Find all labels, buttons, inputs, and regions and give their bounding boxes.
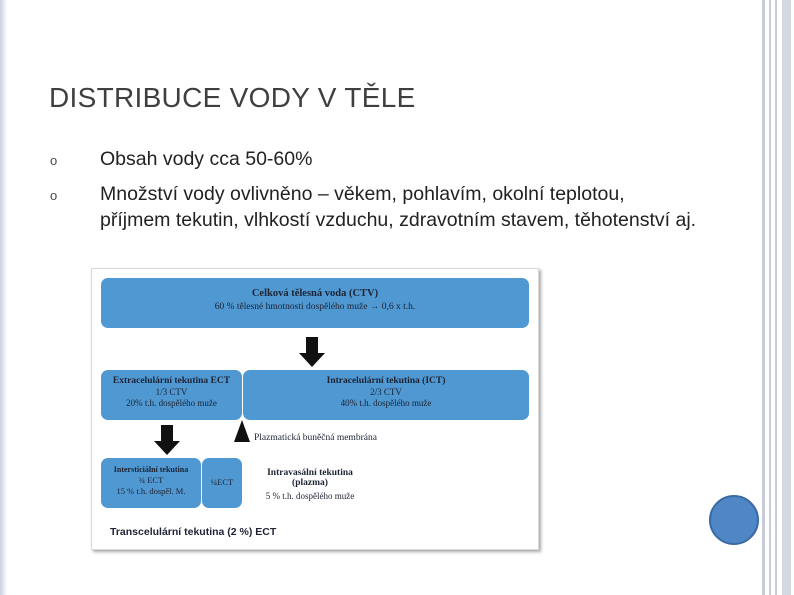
decorative-rail (775, 0, 777, 595)
bullet-marker: o (50, 188, 58, 203)
slide-title: DISTRIBUCE VODY V TĚLE (49, 82, 416, 113)
water-distribution-diagram (91, 268, 539, 550)
transcellular-label: Transcelulární tekutina (2 %) ECT (110, 526, 277, 538)
decorative-rail (762, 0, 765, 595)
intravascular-block (250, 468, 370, 501)
interstitial-box (101, 458, 201, 508)
decorative-rail (769, 0, 771, 595)
quarter-ect-box (202, 458, 242, 508)
decorative-rail (782, 0, 791, 595)
slide-left-border (0, 0, 7, 595)
ect-line2: 20% t.h. dospělého muže (126, 398, 217, 408)
ict-title: Intracelulární tekutina (ICT) (326, 376, 446, 386)
ect-box (101, 370, 242, 420)
ctv-line: 60 % tělesné hmotnosti dospělého muže → 0,6 x t.h. (214, 302, 416, 312)
bullet-text: Množství vody ovlivněno – věkem, pohlavím, okolní teplotou, příjmem tekutin, vlhkostí vzduchu, zdravotním stavem, těhotenství aj. (100, 183, 697, 231)
intravascular-line: 5 % t.h. dospělého muže (265, 491, 355, 501)
decorative-circle (709, 495, 759, 545)
bullet-marker: o (50, 153, 58, 168)
intravascular-title: Intravasální tekutina (plazma) (267, 468, 353, 488)
interstitial-title: Intersticiální tekutina (113, 465, 189, 474)
ict-line1: 2/3 CTV (370, 387, 402, 397)
quarter-ect-label: ¼ECT (210, 477, 234, 487)
membrane-label: Plazmatická buněčná membrána (254, 433, 377, 443)
ict-box (243, 370, 529, 420)
bullet-text: Obsah vody cca 50-60% (100, 148, 313, 170)
up-triangle-icon (234, 420, 250, 442)
interstitial-line1: ¾ ECT (138, 475, 164, 485)
ctv-title: Celková tělesná voda (CTV) (251, 288, 379, 299)
down-arrow-icon (154, 425, 180, 455)
interstitial-line2: 15 % t.h. dospěl. M. (116, 486, 186, 496)
ect-line1: 1/3 CTV (155, 387, 188, 397)
ctv-box (101, 278, 529, 328)
down-arrow-icon (299, 337, 325, 367)
ect-title: Extracelulární tekutina ECT (112, 376, 231, 386)
ict-line2: 40% t.h. dospělého muže (340, 398, 432, 408)
